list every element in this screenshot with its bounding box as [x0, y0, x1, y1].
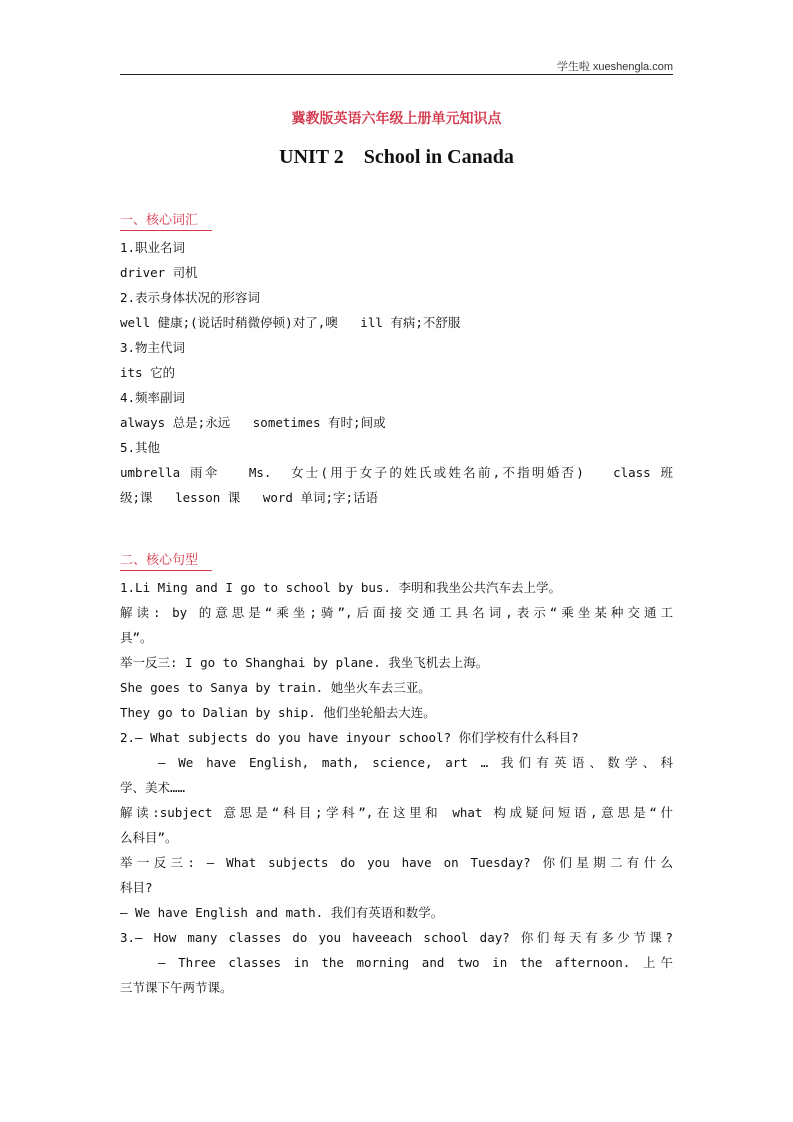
vocab-line: 2.表示身体状况的形容词 [120, 290, 261, 305]
sentence-line: 解读: by 的意思是“乘坐;骑”,后面接交通工具名词,表示“乘坐某种交通工 [120, 605, 673, 620]
section-heading-vocab: 一、核心词汇 [120, 212, 212, 231]
sentence-line: 举一反三: I go to Shanghai by plane. 我坐飞机去上海。 [120, 655, 489, 670]
sentence-line: 1.Li Ming and I go to school by bus. 李明和我坐公共汽车去上学。 [120, 580, 561, 595]
vocab-line: 3.物主代词 [120, 340, 186, 355]
sentence-line: 3.— How many classes do you haveeach school day? 你们每天有多少节课? [120, 930, 673, 945]
unit-title: UNIT 2 School in Canada [279, 146, 514, 168]
vocab-line: well 健康;(说话时稍微停顿)对了,噢 ill 有病;不舒服 [120, 315, 461, 330]
section-spacer [120, 510, 673, 547]
header-site-label: 学生啦 xueshengla.com [556, 61, 673, 73]
vocab-line: driver 司机 [120, 265, 198, 280]
sentence-line: 2.— What subjects do you have inyour school? 你们学校有什么科目? [120, 730, 579, 745]
sentence-line: — We have English, math, science, art … 我们有英语、数学、科 [158, 755, 673, 770]
sentence-line: She goes to Sanya by train. 她坐火车去三亚。 [120, 680, 431, 695]
vocab-line: always 总是;永远 sometimes 有时;间或 [120, 415, 386, 430]
sentence-line: 具”。 [120, 630, 153, 645]
sentence-line: They go to Dalian by ship. 他们坐轮船去大连。 [120, 705, 436, 720]
sentence-line: — Three classes in the morning and two in the afternoon. 上午 [158, 955, 673, 970]
sentence-line: 科目? [120, 880, 153, 895]
sentence-line: — We have English and math. 我们有英语和数学。 [120, 905, 444, 920]
vocab-line: 5.其他 [120, 440, 161, 455]
section-heading-sentences: 二、核心句型 [120, 552, 212, 571]
sentence-line: 解读:subject 意思是“科目;学科”,在这里和 what 构成疑问短语,意思是“什 [120, 805, 673, 820]
vocab-line: 4.频率副词 [120, 390, 186, 405]
vocab-line: 级;课 lesson 课 word 单词;字;话语 [120, 490, 379, 505]
header-divider [120, 74, 673, 75]
vocab-line: umbrella 雨伞 Ms. 女士(用于女子的姓氏或姓名前,不指明婚否) class 班 [120, 465, 673, 480]
sentence-line: 学、美术…… [120, 780, 186, 795]
vocab-line: 1.职业名词 [120, 240, 186, 255]
sentence-line: 三节课下午两节课。 [120, 980, 233, 995]
document-body [120, 207, 673, 1000]
sentence-line: 举一反三: — What subjects do you have on Tuesday? 你们星期二有什么 [120, 855, 673, 870]
sentence-line: 么科目”。 [120, 830, 178, 845]
document-title: 冀教版英语六年级上册单元知识点 [291, 111, 502, 127]
vocab-line: its 它的 [120, 365, 176, 380]
